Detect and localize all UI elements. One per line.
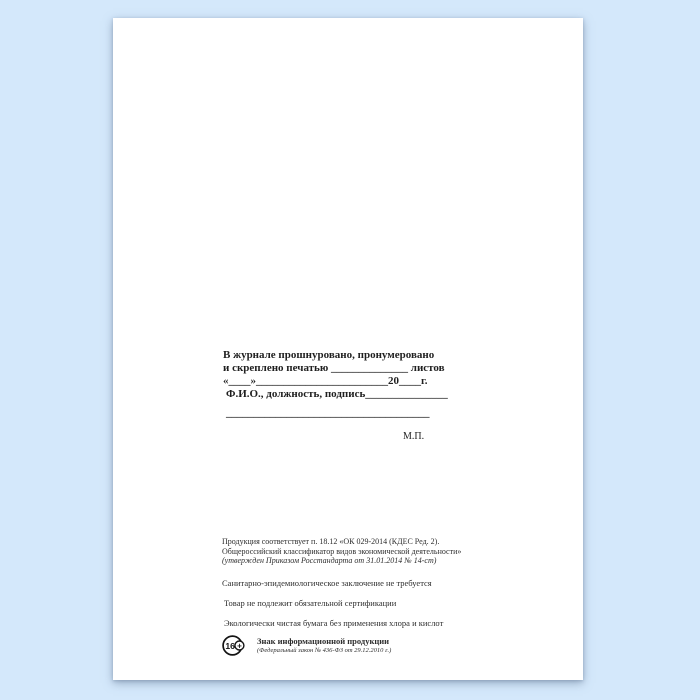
age-16-badge-icon bbox=[222, 634, 245, 657]
eco-paper-note: Экологически чистая бумага без применения хлора и кислот bbox=[224, 617, 444, 628]
product-info-block bbox=[222, 537, 461, 657]
age-badge-number: 16 bbox=[225, 640, 235, 651]
certification-note: Товар не подлежит обязательной сертификации bbox=[224, 597, 397, 608]
binding-statement-line-1: В журнале прошнуровано, пронумеровано bbox=[223, 349, 435, 361]
age-mark-row bbox=[222, 634, 461, 657]
compliance-line-1: Продукция соответствует п. 18.12 «ОК 029-2014 (КДЕС Ред. 2). bbox=[222, 537, 440, 546]
document-page bbox=[113, 18, 583, 680]
binding-statement-name-line: Ф.И.О., должность, подпись_______________ bbox=[226, 388, 448, 400]
age-badge-plus: + bbox=[237, 641, 242, 651]
sanitary-note: Санитарно-эпидемиологическое заключение не требуется bbox=[222, 577, 432, 588]
signature-rule-line: _____________________________________ bbox=[226, 407, 430, 419]
binding-statement bbox=[223, 349, 448, 420]
age-mark-text bbox=[257, 636, 391, 655]
binding-statement-date-line: «____»________________________20____г. bbox=[223, 375, 428, 387]
age-mark-title: Знак информационной продукции bbox=[257, 635, 390, 646]
binding-statement-line-2: и скреплено печатью ______________ листов bbox=[223, 362, 445, 374]
compliance-line-3: (утвержден Приказом Росстандарта от 31.01.2014 № 14-ст) bbox=[222, 556, 437, 566]
age-mark-law: (Федеральный закон № 436-ФЗ от 29.12.2010 г.) bbox=[257, 646, 392, 654]
compliance-line-2: Общероссийский классификатор видов экономической деятельности» bbox=[222, 546, 462, 556]
compliance-note bbox=[222, 537, 461, 566]
seal-place-label: М.П. bbox=[403, 431, 425, 442]
